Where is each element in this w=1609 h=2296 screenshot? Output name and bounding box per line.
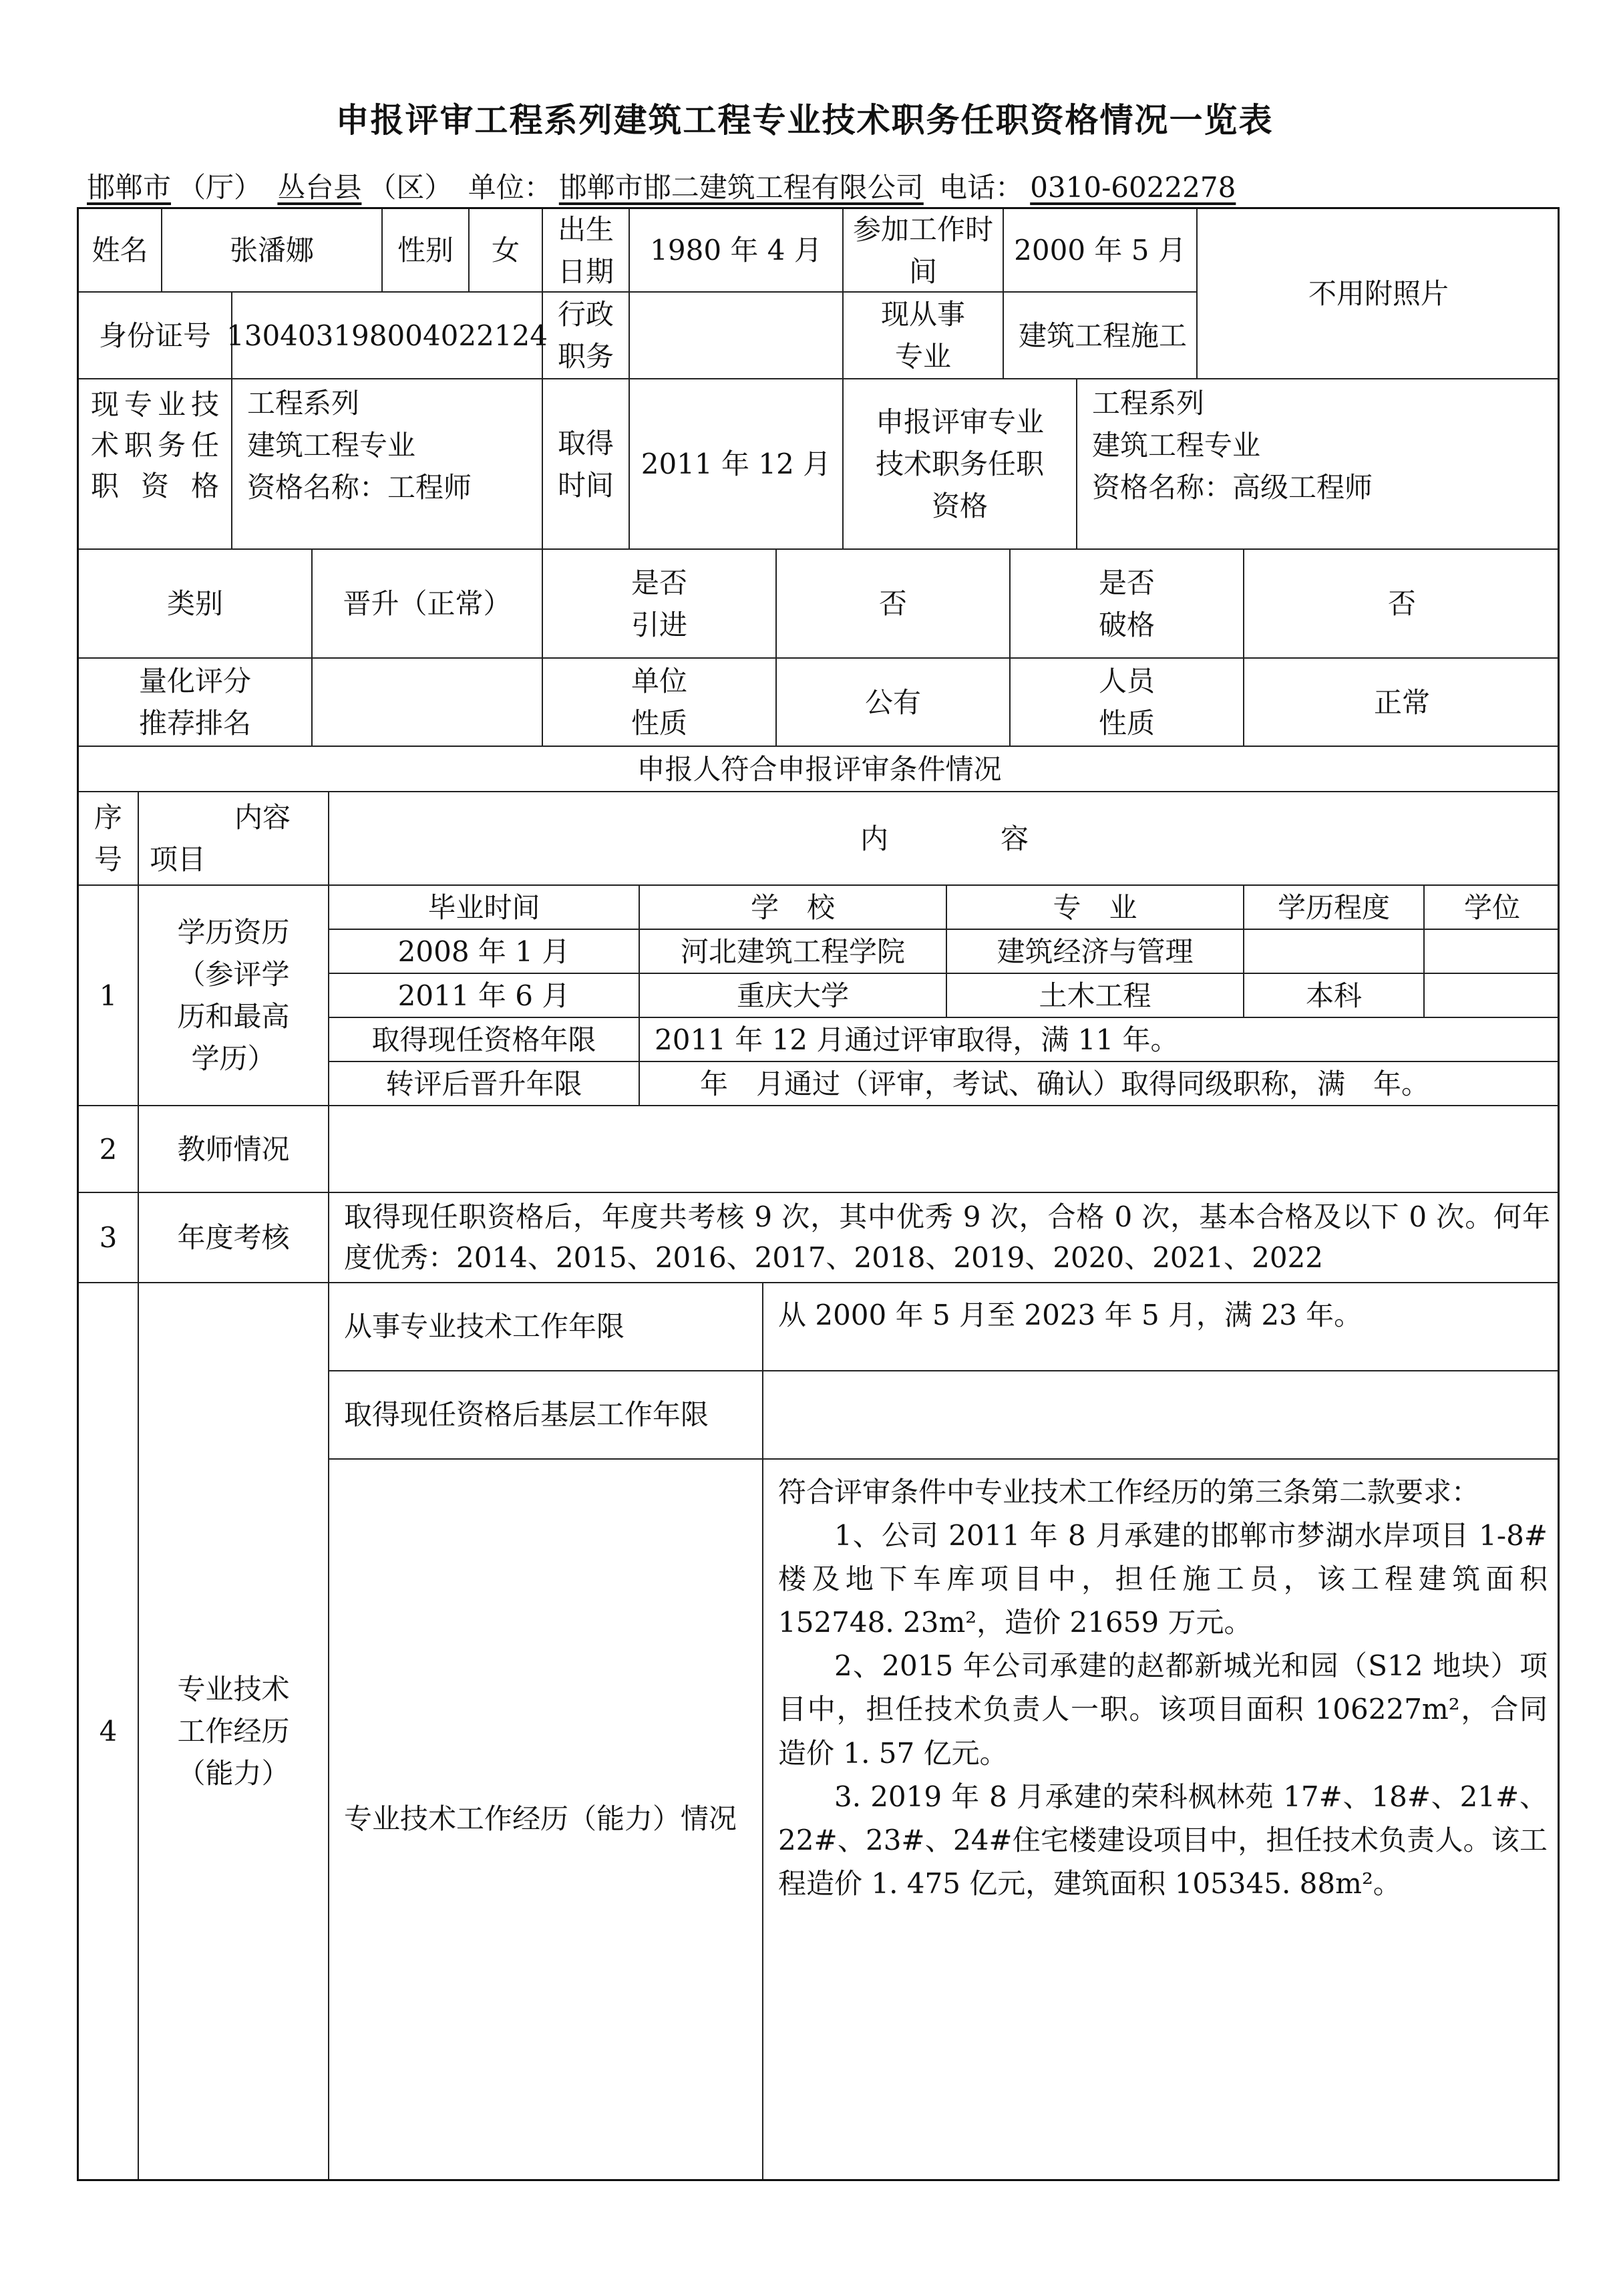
- row3-content: 取得现任职资格后，年度共考核 9 次，其中优秀 9 次，合格 0 次，基本合格及以下 0 次。何年度优秀：2014、2015、2016、2017、2018、2019、2020、2021、2022: [329, 1193, 1560, 1283]
- import-label: 是否引进: [543, 550, 777, 659]
- row3-seq: 3: [79, 1193, 139, 1283]
- edu-row1-major: 建筑经济与管理: [947, 930, 1244, 974]
- current-title-value: [232, 379, 543, 550]
- work-start-value: 2000 年 5 月: [1004, 209, 1198, 293]
- name-label: 姓名: [79, 209, 162, 293]
- edu-col-level: 学历程度: [1244, 886, 1425, 930]
- gender-label: 性别: [383, 209, 470, 293]
- current-major-label: 现从事专业: [844, 293, 1004, 379]
- edu-row2-time: 2011 年 6 月: [329, 974, 640, 1018]
- id-value: 130403198004022124: [232, 293, 543, 379]
- staff-nature-label: 人员性质: [1011, 659, 1244, 747]
- birth-value: 1980 年 4 月: [630, 209, 844, 293]
- phone-label: 电话：: [939, 171, 1024, 204]
- current-title-line1: 工程系列: [247, 387, 360, 420]
- birth-label: 出生日期: [543, 209, 630, 293]
- edu-row2-degree: [1425, 974, 1560, 1018]
- row4-item: 专业技术工作经历（能力）: [139, 1283, 329, 2179]
- apply-label: 申报评审专业技术职务任职资格: [844, 379, 1077, 550]
- header-line: [87, 166, 1242, 206]
- row4-seq: 4: [79, 1283, 139, 2179]
- content-header: 内 容: [329, 792, 1560, 886]
- base-years-label: 取得现任资格后基层工作年限: [329, 1371, 763, 1460]
- work-start-label: 参加工作时间: [844, 209, 1004, 293]
- current-major-value: 建筑工程施工: [1004, 293, 1198, 379]
- experience-value: [763, 1460, 1560, 2179]
- phone-number: 0310-6022278: [1030, 171, 1236, 204]
- base-years-value: [763, 1371, 1560, 1460]
- experience-label: 专业技术工作经历（能力）情况: [329, 1460, 763, 2179]
- row2-item: 教师情况: [139, 1106, 329, 1193]
- edu-row1-degree: [1425, 930, 1560, 974]
- edu-row1-time: 2008 年 1 月: [329, 930, 640, 974]
- apply-line1: 工程系列: [1092, 387, 1205, 420]
- unit-name: 邯郸市邯二建筑工程有限公司: [558, 171, 924, 204]
- work-years-value: 从 2000 年 5 月至 2023 年 5 月，满 23 年。: [763, 1283, 1560, 1371]
- id-label: 身份证号: [79, 293, 232, 379]
- experience-item-3: 3. 2019 年 8 月承建的荣科枫林苑 17#、18#、21#、22#、23#、24#住宅楼建设项目中，担任技术负责人。该工程造价 1. 475 亿元，建筑面积 105345. 88m²。: [778, 1780, 1548, 1900]
- item-header-top: 内容: [234, 801, 291, 834]
- staff-nature-value: 正常: [1244, 659, 1560, 747]
- qual-years-label: 取得现任资格年限: [329, 1018, 640, 1062]
- gender-value: 女: [470, 209, 543, 293]
- admin-label: 行政职务: [543, 293, 630, 379]
- work-years-label: 从事专业技术工作年限: [329, 1283, 763, 1371]
- edu-row1-level: [1244, 930, 1425, 974]
- exception-value: 否: [1244, 550, 1560, 659]
- edu-row2-school: 重庆大学: [640, 974, 947, 1018]
- row1-item: 学历资历（参评学历和最高学历）: [139, 886, 329, 1106]
- page-title: 申报评审工程系列建筑工程专业技术职务任职资格情况一览表: [335, 101, 1274, 140]
- rank-label: 量化评分推荐排名: [79, 659, 313, 747]
- row2-content: [329, 1106, 1560, 1193]
- qualification-form: [77, 207, 1560, 2181]
- transfer-label: 转评后晋升年限: [329, 1062, 640, 1106]
- apply-value: [1077, 379, 1560, 550]
- current-title-line2: 建筑工程专业: [247, 429, 416, 462]
- type-label: 类别: [79, 550, 313, 659]
- rank-value: [313, 659, 543, 747]
- item-header: [139, 792, 329, 886]
- obtain-label: 取得时间: [543, 379, 630, 550]
- edu-row2-level: 本科: [1244, 974, 1425, 1018]
- city-suffix: （厅）: [178, 171, 262, 204]
- experience-intro: 符合评审条件中专业技术工作经历的第三条第二款要求：: [778, 1476, 1480, 1508]
- experience-item-2: 2、2015 年公司承建的赵都新城光和园（S12 地块）项目中，担任技术负责人一职。该项目面积 106227m²，合同造价 1. 57 亿元。: [778, 1649, 1548, 1770]
- current-title-label: 现专业技术职务任职资格: [79, 379, 232, 550]
- edu-col-school: 学 校: [640, 886, 947, 930]
- unit-nature-label: 单位性质: [543, 659, 777, 747]
- transfer-value: 年 月通过（评审，考试、确认）取得同级职称，满 年。: [640, 1062, 1560, 1106]
- conditions-title: 申报人符合申报评审条件情况: [79, 747, 1560, 792]
- county: 丛台县: [277, 171, 362, 204]
- row3-item: 年度考核: [139, 1193, 329, 1283]
- type-value: 晋升（正常）: [313, 550, 543, 659]
- edu-col-degree: 学位: [1425, 886, 1560, 930]
- edu-col-major: 专 业: [947, 886, 1244, 930]
- qual-years-value: 2011 年 12 月通过评审取得，满 11 年。: [640, 1018, 1560, 1062]
- current-title-line3: 资格名称：工程师: [247, 471, 472, 504]
- admin-value: [630, 293, 844, 379]
- apply-line2: 建筑工程专业: [1092, 429, 1261, 462]
- county-suffix: （区）: [368, 171, 453, 204]
- unit-label: 单位：: [468, 171, 552, 204]
- name-value: 张潘娜: [162, 209, 383, 293]
- seq-header: 序号: [79, 792, 139, 886]
- item-header-bottom: 项目: [150, 843, 206, 876]
- edu-row2-major: 土木工程: [947, 974, 1244, 1018]
- unit-nature-value: 公有: [777, 659, 1011, 747]
- exception-label: 是否破格: [1011, 550, 1244, 659]
- apply-line3: 资格名称：高级工程师: [1092, 471, 1373, 504]
- photo-box: 不用附照片: [1198, 209, 1560, 379]
- city: 邯郸市: [87, 171, 172, 204]
- row2-seq: 2: [79, 1106, 139, 1193]
- edu-col-time: 毕业时间: [329, 886, 640, 930]
- experience-item-1: 1、公司 2011 年 8 月承建的邯郸市梦湖水岸项目 1-8#楼及地下车库项目中，担任施工员，该工程建筑面积 152748. 23m²，造价 21659 万元。: [778, 1519, 1548, 1639]
- row1-seq: 1: [79, 886, 139, 1106]
- import-value: 否: [777, 550, 1011, 659]
- edu-row1-school: 河北建筑工程学院: [640, 930, 947, 974]
- obtain-value: 2011 年 12 月: [630, 379, 844, 550]
